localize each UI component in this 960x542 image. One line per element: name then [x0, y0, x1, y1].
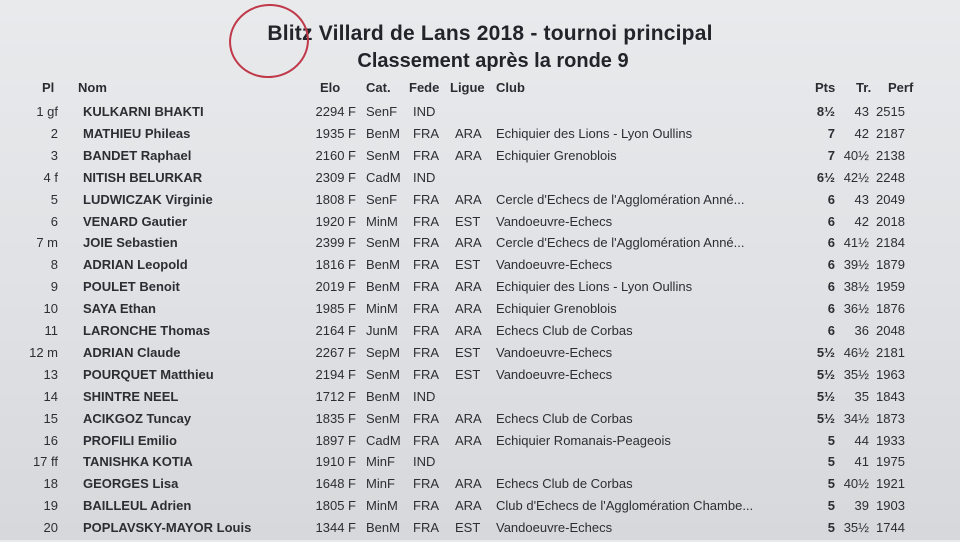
points-cell: 8½: [816, 104, 835, 119]
club-cell: Echiquier Romanais-Peageois: [496, 432, 671, 448]
category-cell: SepM: [366, 344, 400, 360]
header-tr: Tr.: [856, 80, 872, 95]
table-row: [0, 104, 960, 126]
club-cell: Echiquier Grenoblois: [496, 301, 617, 317]
player-name-cell: LARONCHE Thomas: [83, 323, 211, 338]
tiebreak-cell: 40½: [843, 147, 869, 163]
table-row: [0, 257, 960, 279]
rank-cell: 19: [43, 498, 58, 514]
elo-cell: 1808 F: [315, 191, 356, 207]
header-club: Club: [496, 80, 525, 95]
category-cell: JunM: [366, 323, 398, 338]
league-cell: ARA: [455, 147, 482, 163]
player-name-cell: JOIE Sebastien: [83, 235, 178, 251]
performance-cell: 2181: [876, 344, 905, 360]
tiebreak-cell: 35: [854, 388, 869, 404]
club-cell: Echiquier Grenoblois: [496, 147, 617, 163]
league-cell: ARA: [455, 301, 482, 317]
player-name-cell: PROFILI Emilio: [83, 432, 177, 448]
points-cell: 5½: [816, 344, 835, 360]
player-name-cell: SAYA Ethan: [83, 301, 156, 317]
federation-cell: FRA: [413, 125, 439, 141]
performance-cell: 1876: [876, 301, 905, 317]
header-pts: Pts: [815, 80, 836, 95]
category-cell: MinM: [366, 301, 398, 317]
tiebreak-cell: 36½: [843, 301, 869, 317]
points-cell: 6: [827, 301, 835, 317]
elo-cell: 2399 F: [315, 235, 356, 251]
table-row: [0, 389, 960, 411]
tiebreak-cell: 40½: [843, 476, 869, 492]
table-row: [0, 520, 960, 542]
club-cell: Cercle d'Echecs de l'Agglomération Anné...: [496, 235, 745, 251]
player-name-cell: ACIKGOZ Tuncay: [83, 410, 192, 426]
points-cell: 6½: [816, 169, 835, 185]
elo-cell: 1897 F: [315, 432, 356, 448]
player-name-cell: BAILLEUL Adrien: [83, 498, 192, 514]
tiebreak-cell: 42½: [843, 169, 869, 185]
points-cell: 7: [827, 147, 835, 163]
rank-cell: 2: [50, 125, 58, 141]
league-cell: ARA: [455, 279, 482, 295]
performance-cell: 1879: [876, 257, 905, 273]
table-row: [0, 148, 960, 170]
elo-cell: 2194 F: [315, 366, 356, 382]
elo-cell: 2294 F: [315, 104, 356, 119]
category-cell: SenF: [366, 191, 398, 207]
player-name-cell: LUDWICZAK Virginie: [83, 191, 213, 207]
table-row: [0, 323, 960, 345]
tiebreak-cell: 35½: [843, 366, 869, 382]
performance-cell: 1843: [876, 388, 905, 404]
elo-cell: 1935 F: [315, 125, 356, 141]
performance-cell: 2515: [876, 104, 905, 119]
tiebreak-cell: 43: [854, 191, 869, 207]
league-cell: ARA: [455, 432, 482, 448]
player-name-cell: VENARD Gautier: [83, 213, 188, 229]
standings-subtitle: Classement après la ronde 9: [357, 50, 629, 72]
elo-cell: 2160 F: [315, 147, 356, 163]
tiebreak-cell: 42: [854, 213, 869, 229]
performance-cell: 2049: [876, 191, 905, 207]
table-row: [0, 235, 960, 257]
rank-cell: 8: [50, 257, 58, 273]
federation-cell: IND: [413, 388, 436, 404]
elo-cell: 1835 F: [315, 410, 356, 426]
club-cell: Vandoeuvre-Echecs: [496, 213, 613, 229]
league-cell: ARA: [455, 323, 482, 338]
table-row: [0, 192, 960, 214]
elo-cell: 1816 F: [315, 257, 356, 273]
points-cell: 6: [827, 279, 835, 295]
category-cell: SenM: [366, 366, 400, 382]
club-cell: Echiquier des Lions - Lyon Oullins: [496, 279, 693, 295]
table-row: [0, 367, 960, 389]
elo-cell: 1344 F: [315, 520, 356, 536]
header-elo: Elo: [320, 80, 341, 95]
player-name-cell: ADRIAN Claude: [83, 344, 181, 360]
table-row: [0, 433, 960, 455]
player-name-cell: KULKARNI BHAKTI: [83, 104, 204, 119]
tournament-title: Blitz Villard de Lans 2018 - tournoi principal: [267, 22, 713, 45]
league-cell: EST: [455, 344, 481, 360]
performance-cell: 1921: [876, 476, 905, 492]
table-row: [0, 301, 960, 323]
performance-cell: 1959: [876, 279, 905, 295]
club-cell: Echecs Club de Corbas: [496, 476, 633, 492]
rank-cell: 12 m: [29, 344, 58, 360]
points-cell: 6: [827, 191, 835, 207]
tiebreak-cell: 38½: [843, 279, 869, 295]
rank-cell: 18: [43, 476, 58, 492]
performance-cell: 1933: [876, 432, 905, 448]
points-cell: 5: [827, 520, 835, 536]
tiebreak-cell: 43: [854, 104, 869, 119]
category-cell: MinF: [366, 476, 395, 492]
federation-cell: FRA: [413, 410, 439, 426]
league-cell: EST: [455, 213, 481, 229]
table-row: [0, 279, 960, 301]
league-cell: ARA: [455, 476, 482, 492]
tiebreak-cell: 41: [854, 454, 869, 470]
tiebreak-cell: 34½: [843, 410, 869, 426]
club-cell: Echecs Club de Corbas: [496, 410, 633, 426]
rank-cell: 20: [43, 520, 58, 536]
performance-cell: 1873: [876, 410, 905, 426]
rank-cell: 11: [44, 323, 58, 338]
elo-cell: 2309 F: [315, 169, 356, 185]
category-cell: BenM: [366, 279, 400, 295]
federation-cell: FRA: [413, 520, 439, 536]
elo-cell: 1712 F: [315, 388, 356, 404]
club-cell: Cercle d'Echecs de l'Agglomération Anné...: [496, 191, 745, 207]
header-ligue: Ligue: [450, 80, 485, 95]
header-pl: Pl: [42, 80, 55, 95]
federation-cell: IND: [413, 169, 436, 185]
elo-cell: 2267 F: [315, 344, 356, 360]
category-cell: MinM: [366, 213, 398, 229]
player-name-cell: TANISHKA KOTIA: [83, 454, 193, 470]
player-name-cell: POURQUET Matthieu: [83, 366, 214, 382]
elo-cell: 2164 F: [315, 323, 356, 338]
rank-cell: 4 f: [43, 169, 58, 185]
tiebreak-cell: 39½: [843, 257, 869, 273]
federation-cell: IND: [413, 104, 436, 119]
points-cell: 6: [827, 323, 835, 338]
federation-cell: FRA: [413, 279, 439, 295]
elo-cell: 1985 F: [315, 301, 356, 317]
club-cell: Vandoeuvre-Echecs: [496, 520, 613, 536]
points-cell: 7: [827, 125, 835, 141]
federation-cell: FRA: [413, 344, 439, 360]
points-cell: 5: [827, 454, 835, 470]
league-cell: ARA: [455, 410, 482, 426]
table-row: [0, 498, 960, 520]
federation-cell: FRA: [413, 323, 439, 338]
club-cell: Echiquier des Lions - Lyon Oullins: [496, 125, 693, 141]
club-cell: Vandoeuvre-Echecs: [496, 344, 613, 360]
table-row: [0, 345, 960, 367]
rank-cell: 9: [50, 279, 58, 295]
federation-cell: FRA: [413, 366, 439, 382]
federation-cell: FRA: [413, 257, 439, 273]
rank-cell: 17 ff: [32, 454, 58, 470]
player-name-cell: SHINTRE NEEL: [83, 388, 179, 404]
player-name-cell: POULET Benoit: [83, 279, 180, 295]
points-cell: 5: [827, 432, 835, 448]
category-cell: SenM: [366, 147, 400, 163]
rank-cell: 13: [43, 366, 58, 382]
player-name-cell: BANDET Raphael: [83, 147, 192, 163]
category-cell: BenM: [366, 257, 400, 273]
elo-cell: 1910 F: [315, 454, 356, 470]
header-fede: Fede: [409, 80, 440, 95]
club-cell: Vandoeuvre-Echecs: [496, 257, 613, 273]
league-cell: ARA: [455, 125, 482, 141]
federation-cell: FRA: [413, 301, 439, 317]
tiebreak-cell: 44: [854, 432, 869, 448]
club-cell: Vandoeuvre-Echecs: [496, 366, 613, 382]
league-cell: ARA: [455, 191, 482, 207]
performance-cell: 2184: [876, 235, 905, 251]
tiebreak-cell: 41½: [843, 235, 869, 251]
performance-cell: 2138: [876, 147, 905, 163]
rank-cell: 6: [50, 213, 58, 229]
category-cell: SenF: [366, 104, 398, 119]
points-cell: 5: [827, 476, 835, 492]
club-cell: Echecs Club de Corbas: [496, 323, 633, 338]
rank-cell: 10: [43, 301, 58, 317]
table-row: [0, 126, 960, 148]
header-perf: Perf: [888, 80, 914, 95]
league-cell: EST: [455, 366, 481, 382]
table-row: [0, 214, 960, 236]
tiebreak-cell: 35½: [843, 520, 869, 536]
header-cat: Cat.: [366, 80, 391, 95]
category-cell: SenM: [366, 235, 400, 251]
points-cell: 5½: [816, 366, 835, 382]
category-cell: CadM: [366, 169, 401, 185]
federation-cell: FRA: [413, 476, 439, 492]
points-cell: 5½: [816, 388, 835, 404]
points-cell: 6: [827, 213, 835, 229]
category-cell: BenM: [366, 125, 400, 141]
points-cell: 6: [827, 257, 835, 273]
table-row: [0, 454, 960, 476]
table-row: [0, 476, 960, 498]
performance-cell: 2187: [876, 125, 905, 141]
club-cell: Club d'Echecs de l'Agglomération Chambe...: [496, 498, 754, 514]
federation-cell: FRA: [413, 191, 439, 207]
performance-cell: 2018: [876, 213, 905, 229]
federation-cell: IND: [413, 454, 436, 470]
category-cell: CadM: [366, 432, 401, 448]
performance-cell: 1975: [876, 454, 905, 470]
federation-cell: FRA: [413, 498, 439, 514]
tiebreak-cell: 39: [854, 498, 869, 514]
rank-cell: 5: [50, 191, 58, 207]
player-name-cell: GEORGES Lisa: [83, 476, 179, 492]
points-cell: 5: [827, 498, 835, 514]
tiebreak-cell: 46½: [843, 344, 869, 360]
category-cell: BenM: [366, 388, 400, 404]
player-name-cell: NITISH BELURKAR: [83, 169, 203, 185]
rank-cell: 1 gf: [36, 104, 58, 119]
tiebreak-cell: 42: [854, 125, 869, 141]
federation-cell: FRA: [413, 147, 439, 163]
header-nom: Nom: [78, 80, 107, 95]
table-row: [0, 411, 960, 433]
performance-cell: 1963: [876, 366, 905, 382]
rank-cell: 7 m: [36, 235, 58, 251]
elo-cell: 1920 F: [315, 213, 356, 229]
league-cell: ARA: [455, 235, 482, 251]
rank-cell: 3: [50, 147, 58, 163]
player-name-cell: MATHIEU Phileas: [83, 125, 191, 141]
category-cell: SenM: [366, 410, 400, 426]
points-cell: 6: [827, 235, 835, 251]
league-cell: ARA: [455, 498, 482, 514]
category-cell: BenM: [366, 520, 400, 536]
rank-cell: 15: [43, 410, 58, 426]
rank-cell: 14: [43, 388, 58, 404]
category-cell: MinM: [366, 498, 398, 514]
performance-cell: 1903: [876, 498, 905, 514]
elo-cell: 1805 F: [315, 498, 356, 514]
federation-cell: FRA: [413, 432, 439, 448]
performance-cell: 2048: [876, 323, 905, 338]
rank-cell: 16: [43, 432, 58, 448]
performance-cell: 2248: [876, 169, 905, 185]
federation-cell: FRA: [413, 213, 439, 229]
table-row: [0, 170, 960, 192]
elo-cell: 1648 F: [315, 476, 356, 492]
tiebreak-cell: 36: [854, 323, 869, 338]
points-cell: 5½: [816, 410, 835, 426]
federation-cell: FRA: [413, 235, 439, 251]
category-cell: MinF: [366, 454, 395, 470]
league-cell: EST: [455, 257, 481, 273]
performance-cell: 1744: [876, 520, 905, 536]
elo-cell: 2019 F: [315, 279, 356, 295]
league-cell: EST: [455, 520, 481, 536]
player-name-cell: ADRIAN Leopold: [83, 257, 188, 273]
player-name-cell: POPLAVSKY-MAYOR Louis: [83, 520, 252, 536]
